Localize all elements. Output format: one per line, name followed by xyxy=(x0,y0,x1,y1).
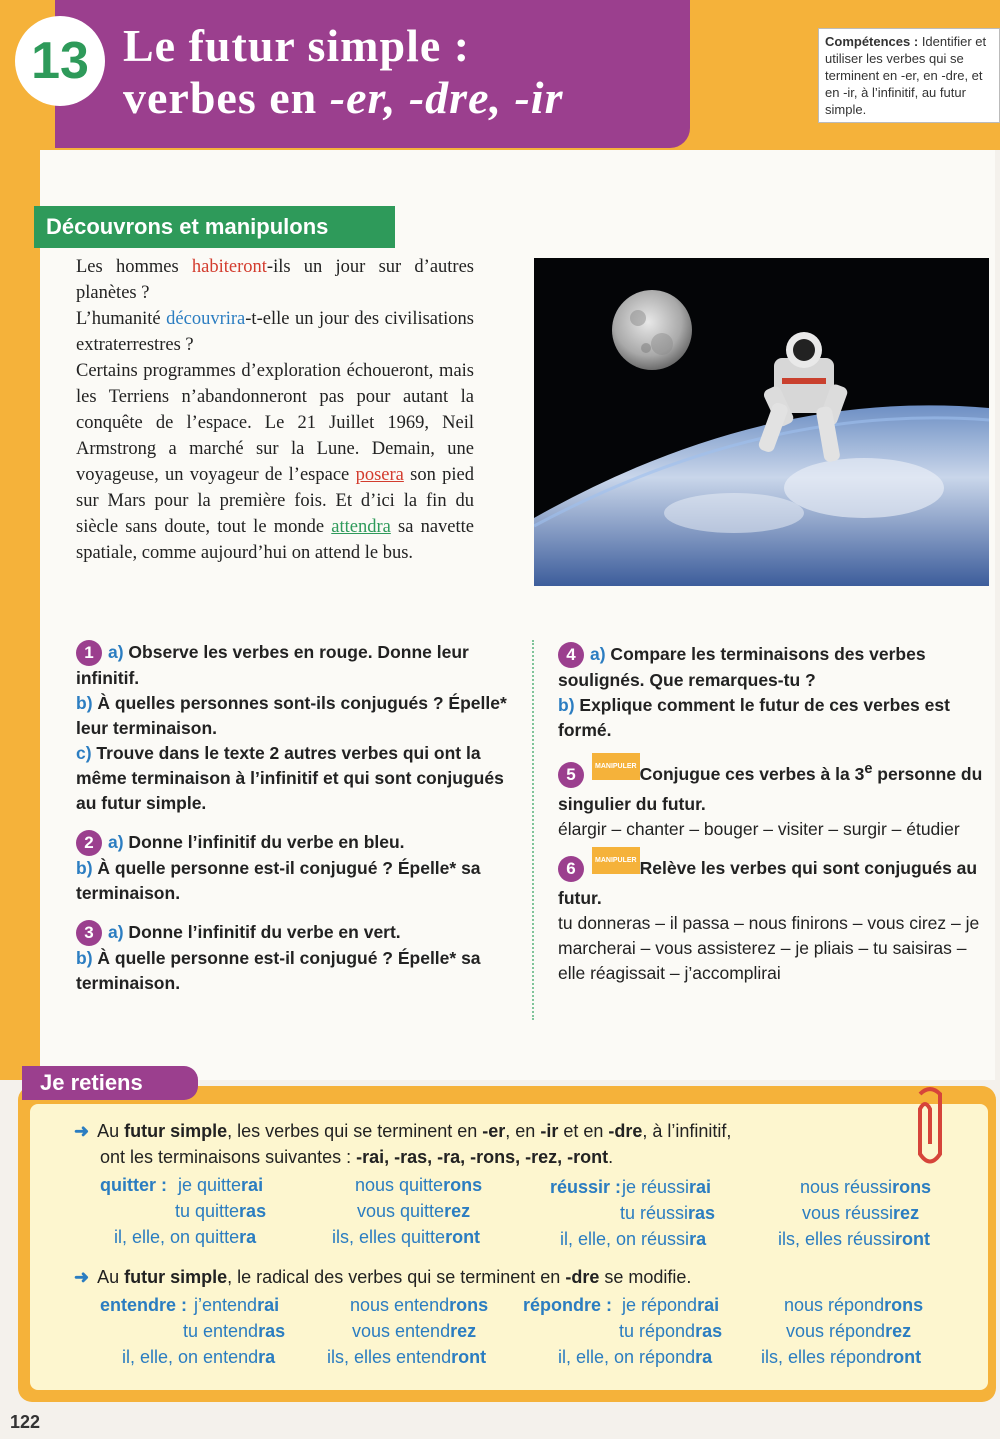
conj-reussir-label xyxy=(550,1174,621,1200)
conj-ending: ra xyxy=(695,1347,713,1367)
conj-stem: il, elle, on quitte xyxy=(114,1227,240,1247)
conj-line xyxy=(786,1318,911,1344)
conj-stem: tu réussi xyxy=(620,1203,689,1223)
conj-line xyxy=(332,1224,480,1250)
question-text: Trouve dans le texte 2 autres verbes qui ont la même terminaison à l’infinitif et qui sont conjugués au futur simple. xyxy=(76,743,504,813)
conj-ending: ront xyxy=(445,1227,481,1247)
left-orange-edge xyxy=(0,0,40,1080)
verb-blue: découvrira xyxy=(166,309,246,329)
text-p2-b: -t-elle un jour des civilisations extraterrestres ? xyxy=(76,309,474,355)
conj-line xyxy=(194,1292,279,1318)
question-number: 1 xyxy=(76,640,102,666)
rule-text: , à l’infinitif, xyxy=(642,1121,732,1141)
conj-line xyxy=(622,1174,711,1200)
question-text: Relève les verbes qui sont conjugués au futur. xyxy=(558,857,978,908)
question-number: 2 xyxy=(76,830,102,856)
conj-stem: il, elle, on répond xyxy=(558,1347,696,1367)
conj-entendre-label xyxy=(100,1292,187,1318)
conj-stem: tu répond xyxy=(619,1321,696,1341)
conj-stem: nous réussi xyxy=(800,1177,893,1197)
manipuler-tag: MANIPULER xyxy=(592,753,640,780)
conj-stem: nous quitte xyxy=(355,1175,444,1195)
text-p2-a: L’humanité xyxy=(76,309,167,329)
text-p3-a: Certains programmes d’exploration échoueront, mais les Terriens n’abandonneront pas pour autant la conquête de l’espace. Le 21 Juillet 1969, Neil Armstrong a marché sur la Lune. Demain, une voyageuse, un voyageur de l’espace xyxy=(76,361,474,485)
conj-stem: vous réussi xyxy=(802,1203,894,1223)
conj-stem: tu quitte xyxy=(175,1201,240,1221)
rule-bold: -dre xyxy=(565,1267,600,1287)
conj-line xyxy=(784,1292,923,1318)
conj-stem: tu entend xyxy=(183,1321,259,1341)
conj-ending: rez xyxy=(893,1203,920,1223)
rule-bold: -ir xyxy=(540,1121,559,1141)
lesson-title xyxy=(123,20,683,124)
astronaut-photo xyxy=(534,258,989,586)
question-2 xyxy=(76,830,508,906)
conj-line xyxy=(619,1318,722,1344)
conj-ending: rai xyxy=(689,1177,712,1197)
conj-line xyxy=(800,1174,931,1200)
arrow-icon: ➜ xyxy=(74,1267,90,1287)
conj-ending: ras xyxy=(688,1203,716,1223)
retiens-header: Je retiens xyxy=(22,1066,198,1100)
rule-text: . xyxy=(608,1147,614,1167)
conj-line xyxy=(802,1200,919,1226)
column-separator xyxy=(532,640,534,1020)
sub-label: a) xyxy=(108,642,124,662)
sub-label: a) xyxy=(108,922,124,942)
question-text: Compare les terminaisons des verbes soulignés. Que remarques-tu ? xyxy=(558,644,926,690)
conj-line xyxy=(178,1172,263,1198)
rule-1 xyxy=(74,1118,954,1170)
question-sup: e xyxy=(864,761,873,777)
verb-green: attendra xyxy=(331,517,391,537)
rule-text: ont les terminaisons suivantes : xyxy=(100,1147,357,1167)
question-6 xyxy=(558,856,990,986)
conj-label: quitter : xyxy=(100,1175,167,1195)
conj-ending: rai xyxy=(257,1295,280,1315)
text-p3-b: son pied sur Mars pour la première fois. Et d’ici la fin du siècle sans doute, tout le monde xyxy=(76,465,474,537)
sub-label: b) xyxy=(558,695,575,715)
arrow-icon: ➜ xyxy=(74,1121,90,1141)
conj-line xyxy=(355,1172,482,1198)
conj-line xyxy=(622,1292,719,1318)
conj-line xyxy=(350,1292,488,1318)
conj-line xyxy=(778,1226,930,1252)
questions-right xyxy=(558,642,990,1000)
conj-line xyxy=(122,1344,275,1370)
conj-ending: rons xyxy=(449,1295,489,1315)
conj-ending: ras xyxy=(239,1201,267,1221)
rule-text: Au xyxy=(97,1267,125,1287)
conj-line xyxy=(620,1200,715,1226)
conj-line xyxy=(327,1344,486,1370)
sub-label: b) xyxy=(76,948,93,968)
section-title: Découvrons et manipulons xyxy=(34,206,395,248)
conj-stem: nous répond xyxy=(784,1295,885,1315)
question-1 xyxy=(76,640,508,816)
conj-line xyxy=(183,1318,285,1344)
question-3 xyxy=(76,920,508,996)
conj-stem: nous entend xyxy=(350,1295,450,1315)
question-number: 4 xyxy=(558,642,584,668)
conj-stem: il, elle, on entend xyxy=(122,1347,259,1367)
rule-bold: futur simple xyxy=(124,1267,228,1287)
conj-ending: rons xyxy=(892,1177,932,1197)
conj-stem: je répond xyxy=(622,1295,698,1315)
conj-stem: ils, elles répond xyxy=(761,1347,887,1367)
sub-label: a) xyxy=(590,644,606,664)
conj-ending: ront xyxy=(451,1347,487,1367)
conj-ending: ront xyxy=(886,1347,922,1367)
rule-text: , les verbes qui se terminent en xyxy=(227,1121,483,1141)
question-number: 6 xyxy=(558,856,584,882)
verb-red-1: habiteront xyxy=(191,257,267,277)
rule-bold: -dre xyxy=(608,1121,643,1141)
verb-red-2: posera xyxy=(355,465,404,485)
question-text: Donne l’infinitif du verbe en vert. xyxy=(123,922,401,942)
conj-ending: rez xyxy=(450,1321,477,1341)
conj-ending: rez xyxy=(885,1321,912,1341)
conj-line xyxy=(357,1198,470,1224)
conj-quitter-label xyxy=(100,1172,167,1198)
conj-ending: rons xyxy=(884,1295,924,1315)
conj-ending: ra xyxy=(239,1227,257,1247)
conj-line xyxy=(761,1344,921,1370)
manipuler-tag: MANIPULER xyxy=(592,847,640,874)
question-text: personne du singulier du futur. xyxy=(558,763,983,814)
conj-line xyxy=(114,1224,256,1250)
conj-ending: ront xyxy=(895,1229,931,1249)
rule-text: , le radical des verbes qui se terminent en xyxy=(227,1267,566,1287)
conj-stem: vous quitte xyxy=(357,1201,445,1221)
conj-ending: ra xyxy=(689,1229,707,1249)
rule-text: Au xyxy=(97,1121,125,1141)
conj-line xyxy=(558,1344,712,1370)
lesson-number: 13 xyxy=(15,16,105,106)
conj-ending: ras xyxy=(695,1321,723,1341)
title-line-1: Le futur simple : xyxy=(123,20,471,71)
rule-text: et en xyxy=(558,1121,609,1141)
conj-stem: ils, elles réussi xyxy=(778,1229,896,1249)
conj-ending: ras xyxy=(258,1321,286,1341)
conj-ending: rons xyxy=(443,1175,483,1195)
question-5 xyxy=(558,757,990,842)
conj-stem: ils, elles quitte xyxy=(332,1227,446,1247)
question-4 xyxy=(558,642,990,743)
title-line-2 xyxy=(123,72,683,124)
conj-stem: je réussi xyxy=(622,1177,690,1197)
question-number: 3 xyxy=(76,920,102,946)
rule-text: , en xyxy=(505,1121,541,1141)
rule-text: se modifie. xyxy=(599,1267,692,1287)
conj-stem: vous répond xyxy=(786,1321,886,1341)
astronaut-illustration xyxy=(534,258,989,586)
conj-line xyxy=(560,1226,706,1252)
conj-repondre-label xyxy=(523,1292,612,1318)
title-line-2-prefix: verbes en xyxy=(123,72,330,123)
questions-left xyxy=(76,640,508,1010)
sub-label: b) xyxy=(76,858,93,878)
question-text: Explique comment le futur de ces verbes est formé. xyxy=(558,695,950,740)
verb-list: tu donneras – il passa – nous finirons – vous cirez – je marcherai – vous assisterez – je pliais – tu saisiras – elle réagissait – j’accomplirai xyxy=(558,912,980,983)
section-underline xyxy=(34,242,389,244)
question-text: À quelle personne est-il conjugué ? Épelle* sa terminaison. xyxy=(76,858,481,903)
conj-label: entendre : xyxy=(100,1295,188,1315)
text-p1-a: Les hommes xyxy=(76,257,192,277)
page-number: 122 xyxy=(10,1412,41,1432)
text-p1-b: -ils un jour sur d’autres planètes ? xyxy=(76,257,474,303)
conj-stem: ils, elles entend xyxy=(327,1347,452,1367)
conj-line xyxy=(175,1198,266,1224)
title-endings: -er, -dre, -ir xyxy=(329,72,564,123)
question-text: Conjugue ces verbes à la 3 xyxy=(639,763,865,784)
conj-ending: rai xyxy=(241,1175,264,1195)
question-text: À quelles personnes sont-ils conjugués ? Épelle* leur terminaison. xyxy=(76,693,507,738)
competences-text: Identifier et utiliser les verbes qui se terminent en -er, en -dre, et en -ir, à l’infinitif, au futur simple. xyxy=(825,34,987,117)
conj-stem: il, elle, on réussi xyxy=(560,1229,690,1249)
conj-label: réussir : xyxy=(550,1177,622,1197)
conj-stem: je quitte xyxy=(178,1175,242,1195)
competences-box xyxy=(818,28,1000,123)
question-text: Observe les verbes en rouge. Donne leur infinitif. xyxy=(76,642,469,688)
conj-label: répondre : xyxy=(523,1295,613,1315)
sub-label: a) xyxy=(108,832,124,852)
verb-list: élargir – chanter – bouger – visiter – surgir – étudier xyxy=(558,818,960,839)
rule-bold: futur simple xyxy=(124,1121,228,1141)
question-text: À quelle personne est-il conjugué ? Épelle* sa terminaison. xyxy=(76,948,481,993)
question-number: 5 xyxy=(558,762,584,788)
conj-stem: j’entend xyxy=(194,1295,258,1315)
rule-endings: -rai, -ras, -ra, -rons, -rez, -ront xyxy=(356,1147,609,1167)
question-text: Donne l’infinitif du verbe en bleu. xyxy=(123,832,405,852)
text-p3-c: sa navette spatiale, comme aujourd’hui on attend le bus. xyxy=(76,517,475,563)
sub-label: c) xyxy=(76,743,92,763)
conj-ending: ra xyxy=(258,1347,276,1367)
conj-line xyxy=(352,1318,476,1344)
reading-text xyxy=(76,254,474,566)
rule-2 xyxy=(74,1264,954,1290)
rule-bold: -er xyxy=(482,1121,506,1141)
conj-stem: vous entend xyxy=(352,1321,451,1341)
competences-label: Compétences : xyxy=(825,34,919,49)
conj-ending: rez xyxy=(444,1201,471,1221)
conj-ending: rai xyxy=(697,1295,720,1315)
sub-label: b) xyxy=(76,693,93,713)
